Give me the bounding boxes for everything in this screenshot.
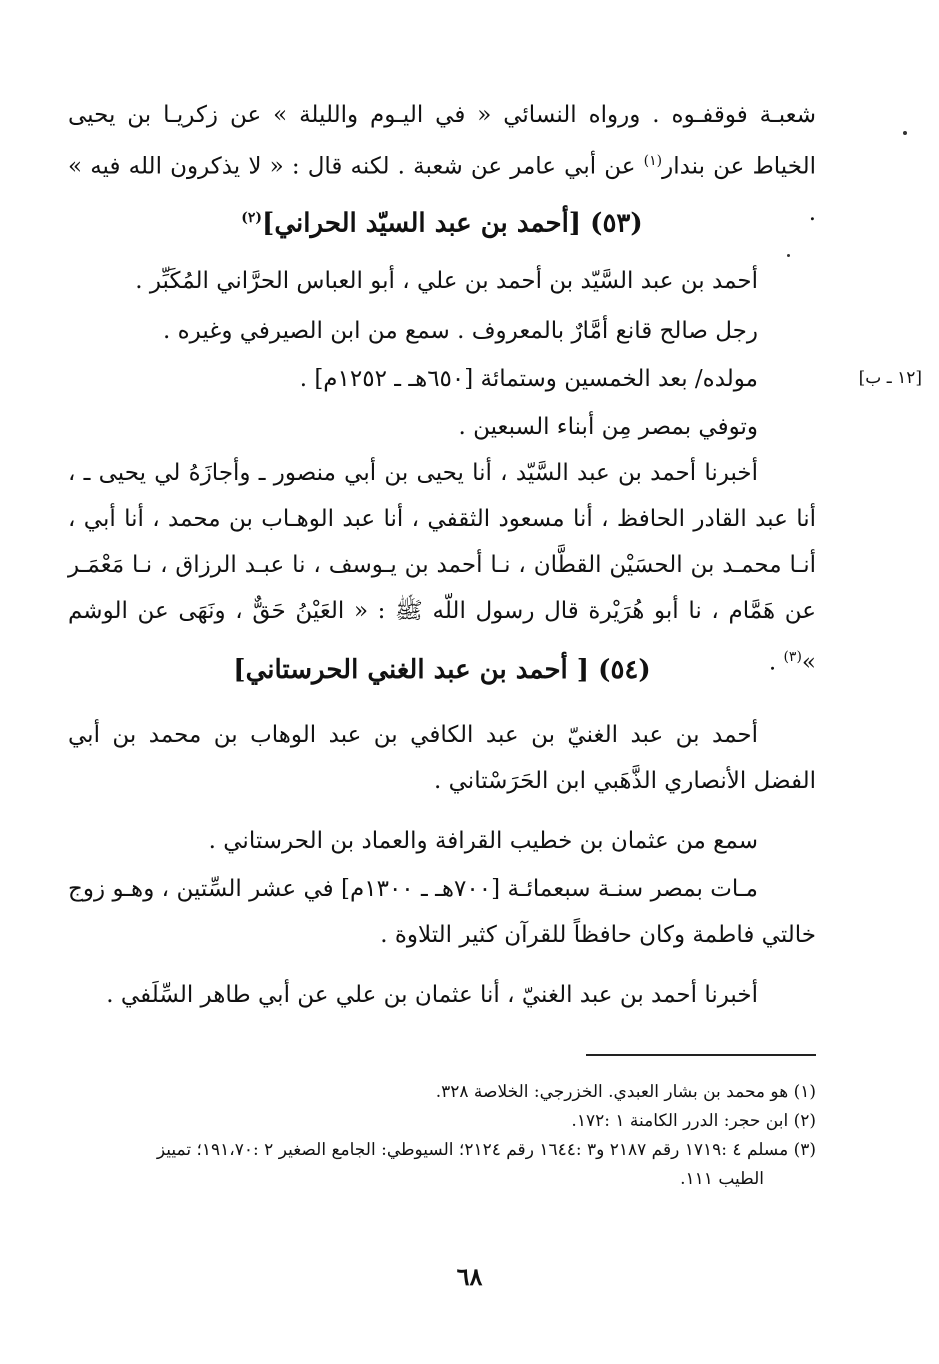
intro-text: شعبـة فوقفـوه . ورواه النسائي « في اليـوم والليلة » عن زكريـا بن يحيى الخياط عن بندار [68,102,816,180]
scan-speck [787,254,790,257]
entry-54-name: أحمد بن عبد الغنيّ بن عبد الكافي بن عبد الوهاب بن محمد بن أبي الفضل الأنصاري الذَّهَبي ابن الحَرَسْتاني . [68,722,816,794]
footnote-ref-2[interactable]: (٢) [241,210,263,226]
entry-53-death: وتوفي بمصر مِن أبناء السبعين . [458,414,758,440]
footnote-1: (١) هو محمد بن بشار العبدي. الخزرجي: الخلاصة ٣٢٨. [435,1082,816,1102]
entry-53-description: رجل صالح قانع أمَّارٌ بالمعروف . سمع من ابن الصيرفي وغيره . [163,318,758,344]
scan-speck [903,131,907,135]
footnote-separator [586,1054,816,1056]
entry-54-death: مـات بمصر سنـة سبعمائـة [٧٠٠هـ ـ ١٣٠٠م] في عشر السِّتين ، وهـو زوج خالتي فاطمة وكان حافظاً للقرآن كثير التلاوة . [68,876,816,948]
footnote-3-continued: الطيب ١١١. [680,1169,764,1189]
page-number: ٦٨ [456,1262,483,1291]
hadith-chain-end: . [768,649,784,676]
footnotes [68,1078,816,1194]
manuscript-folio-marker: [١٢ ـ ب] [858,368,922,388]
entry-heading-54: (٥٤) [ أحمد بن عبد الغني الحرستاني] [233,655,651,685]
heading-53-text: (٥٣) [أحمد بن عبد السيّد الحراني] [262,208,643,239]
intro-text-rest: عن أبي عامر عن شعبة . لكنه قال : « لا يذكرون الله فيه » . [68,153,816,226]
footnote-2: (٢) ابن حجر: الدرر الكامنة ١ :١٧٢. [571,1111,816,1131]
hadith-chain-text: أخبرنا أحمد بن عبد السَّيّد ، أنا يحيى بن أبي منصور ـ وأجازَهُ لي يحيى ـ ، أنا عبد القادر الحافظ ، أنا مسعود الثقفي ، أنا عبد الوهـاب بن محمد ، أنا أبي ، أنـا محمـد بن الحسَيْن القطَّان ، نـا أحمد بن يـوسف ، نا عبـد الرزاق ، نـا مَعْمَـر عن هَمَّام ، نا أبو هُرَيْرة قال رسول اللّه ﷺ : « العَيْنُ حَقٌّ ، ونَهَى عن الوشم » [68,460,816,676]
entry-54-teachers: سمع من عثمان بن خطيب القرافة والعماد بن الحرستاني . [208,828,758,854]
footnote-ref-3[interactable]: (٣) [783,649,802,665]
entry-53-birth: مولده/ بعد الخمسين وستمائة [٦٥٠هـ ـ ١٢٥٢م] . [299,366,758,392]
entry-53-name: أحمد بن عبد السَّيّد بن أحمد بن علي ، أبو العباس الحرَّاني المُكَبِّر . [135,268,758,294]
footnote-3: (٣) مسلم ٤ :١٧١٩ رقم ٢١٨٧ و٣ :١٦٤٤ رقم ٢١٢٤؛ السيوطي: الجامع الصغير ٢ :١٩١،٧٠؛ تمييز [156,1140,816,1160]
footnote-ref-1[interactable]: (١) [643,153,663,169]
entry-heading-53 [68,198,816,244]
entry-54-hadith-chain: أخبرنا أحمد بن عبد الغنيّ ، أنا عثمان بن علي عن أبي طاهر السِّلَفي . [106,982,758,1008]
